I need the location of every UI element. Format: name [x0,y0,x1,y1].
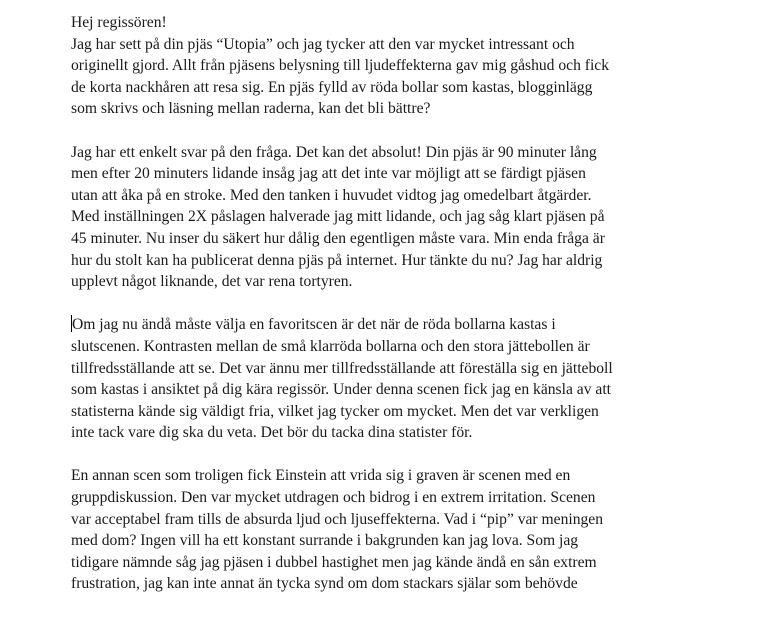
text-line-content: Om jag nu ändå måste välja en favoritscen är det när de röda bollarna kastas i [72,316,556,334]
text-line: med dom? Ingen vill ha ett konstant surrande i bakgrunden kan jag lova. Som jag [71,532,579,550]
text-line: Jag har ett enkelt svar på den fråga. Det kan det absolut! Din pjäs är 90 minuter lång [71,143,597,161]
text-line: slutscenen. Kontrasten mellan de små klarröda bollarna och den stora jättebollen är [71,337,590,355]
text-line: En annan scen som troligen fick Einstein att vrida sig i graven är scenen med en [71,467,571,485]
text-line: gruppdiskussion. Den var mycket utdragen och bidrog i en extrem irritation. Scenen [71,489,596,507]
document-page[interactable] [71,12,689,617]
text-line: som kastas i ansiktet på dig kära regissör. Under denna scenen fick jag en känsla av att [71,381,611,399]
text-line: hur du stolt kan ha publicerat denna pjäs på internet. Hur tänkte du nu? Jag har aldrig [71,251,603,269]
greeting-line: Hej regissören! [71,14,167,31]
text-line: var acceptabel fram tills de absurda ljud och ljuseffekterna. Vad i “pip” var meningen [71,510,604,528]
text-line: originellt gjord. Allt från pjäsens belysning till ljudeffekterna gav mig gåshud och fick [71,57,610,75]
text-line: tillfredsställande att se. Det var ännu mer tillfredsställande att föreställa sig en jätteboll [71,359,613,377]
paragraph-4 [71,465,689,595]
text-line: frustration, jag kan inte annat än tycka synd om dom stackars själar som behövde [71,575,578,593]
paragraph-2 [71,142,689,293]
text-line: upplevt något liknande, det var rena tortyren. [71,273,353,291]
paragraph-3 [71,314,689,444]
text-line: Med inställningen 2X påslagen halverade jag mitt lidande, och jag såg klart pjäsen på [71,208,605,226]
text-line: utan att åka på en stroke. Med den tanken i huvudet vidtog jag omedelbart åtgärder. [71,186,592,204]
text-line: men efter 20 minuters lidande insåg jag att det inte var möjligt att se färdigt pjäsen [71,165,586,183]
text-line: inte tack vare dig ska du veta. Det bör du tacka dina statister för. [71,424,473,442]
text-line: Jag har sett på din pjäs “Utopia” och jag tycker att den var mycket intressant och [71,35,575,53]
text-line: 45 minuter. Nu inser du säkert hur dålig den egentligen måste vara. Min enda fråga är [71,229,605,247]
text-line-with-cursor [71,314,689,336]
paragraph-intro [71,12,689,120]
text-line: statisterna kände sig väldigt fria, vilket jag tycker om mycket. Men det var verkligen [71,402,599,420]
text-line: tidigare nämnde såg jag pjäsen i dubbel hastighet men jag kände ändå en sån extrem [71,553,597,571]
text-line: de korta nackhåren att resa sig. En pjäs fylld av röda bollar som kastas, blogginlägg [71,78,593,96]
text-line: som skrivs och läsning mellan raderna, kan det bli bättre? [71,100,431,118]
